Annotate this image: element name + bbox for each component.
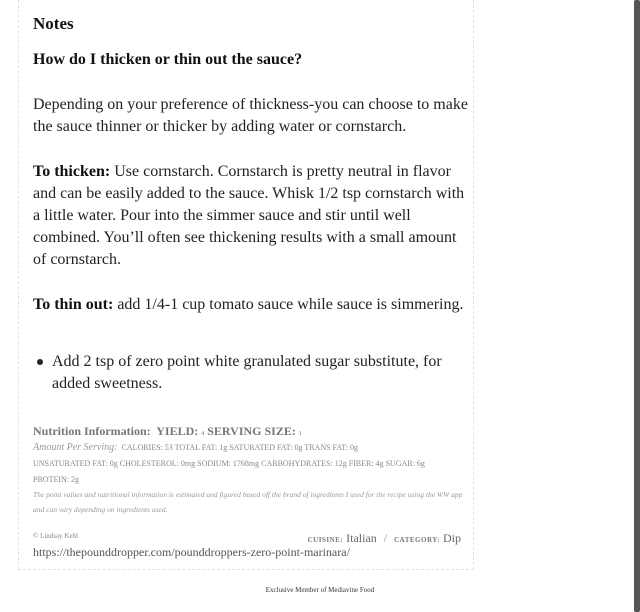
notes-heading: Notes (33, 14, 74, 33)
nutrition-facts-line1: CALORIES: 53 TOTAL FAT: 1g SATURATED FAT: 0g TRANS FAT: 0g (121, 443, 358, 452)
nutrition-header (33, 424, 302, 439)
category-value: Dip (443, 531, 461, 545)
yield-label: YIELD: (156, 424, 199, 438)
nutrition-facts-line3: PROTEIN: 2g (33, 475, 79, 484)
yield-value: 4 (201, 431, 205, 437)
scrollbar-track[interactable] (634, 0, 640, 612)
recipe-url: https://thepounddropper.com/pounddroppers-zero-point-marinara/ (33, 545, 350, 559)
cuisine-value: Italian (346, 531, 377, 545)
recipe-taxonomy (308, 531, 461, 546)
nutrition-disclaimer: The point values and nutritional information is estimated and figured based off the brand of ingredients I used for the recipe using the WW app and can vary depending on ingredients used. (33, 490, 463, 514)
notes-paragraph-intro: Depending on your preference of thickness-you can choose to make the sauce thinner or thicker by adding water or cornstarch. (33, 96, 468, 135)
notes-paragraph-thin (33, 294, 473, 316)
serving-size-label: SERVING SIZE: (207, 424, 296, 438)
notes-paragraph-thicken (33, 161, 473, 271)
recipe-credit: © Lindsay Kehl (33, 532, 78, 540)
bullet-dot-icon (37, 359, 43, 365)
thin-text: add 1/4-1 cup tomato sauce while sauce is simmering. (113, 296, 464, 313)
thicken-text: Use cornstarch. Cornstarch is pretty neutral in flavor and can be easily added to the sauce. Whisk 1/2 tsp cornstarch with a little water. Pour into the simmer sauce and stir until well combined. You’ll often see thickening results with a small amount of cornstarch. (33, 163, 465, 268)
list-item (33, 351, 473, 395)
footer-text[interactable]: Exclusive Member of Mediavine Food (265, 586, 375, 594)
scrollbar-thumb[interactable] (634, 0, 640, 612)
cuisine-label: CUISINE: (307, 536, 344, 544)
serving-size-value: 1 (298, 431, 302, 437)
category-label: CATEGORY: (394, 536, 440, 544)
nutrition-facts (33, 440, 473, 488)
notes-bullet-list (33, 351, 473, 395)
nutrition-facts-line2: UNSATURATED FAT: 0g CHOLESTEROL: 0mg SODIUM: 1768mg CARBOHYDRATES: 12g FIBER: 4g SUGAR: 6g (33, 459, 425, 468)
thicken-label: To thicken: (33, 163, 111, 180)
faq-question: How do I thicken or thin out the sauce? (33, 51, 303, 68)
thin-label: To thin out: (33, 296, 114, 313)
nutrition-label: Nutrition Information: (33, 424, 151, 438)
amount-per-serving-label: Amount Per Serving: (33, 442, 118, 453)
taxonomy-separator: / (383, 531, 388, 545)
bullet-text: Add 2 tsp of zero point white granulated sugar substitute, for added sweetness. (52, 353, 442, 392)
